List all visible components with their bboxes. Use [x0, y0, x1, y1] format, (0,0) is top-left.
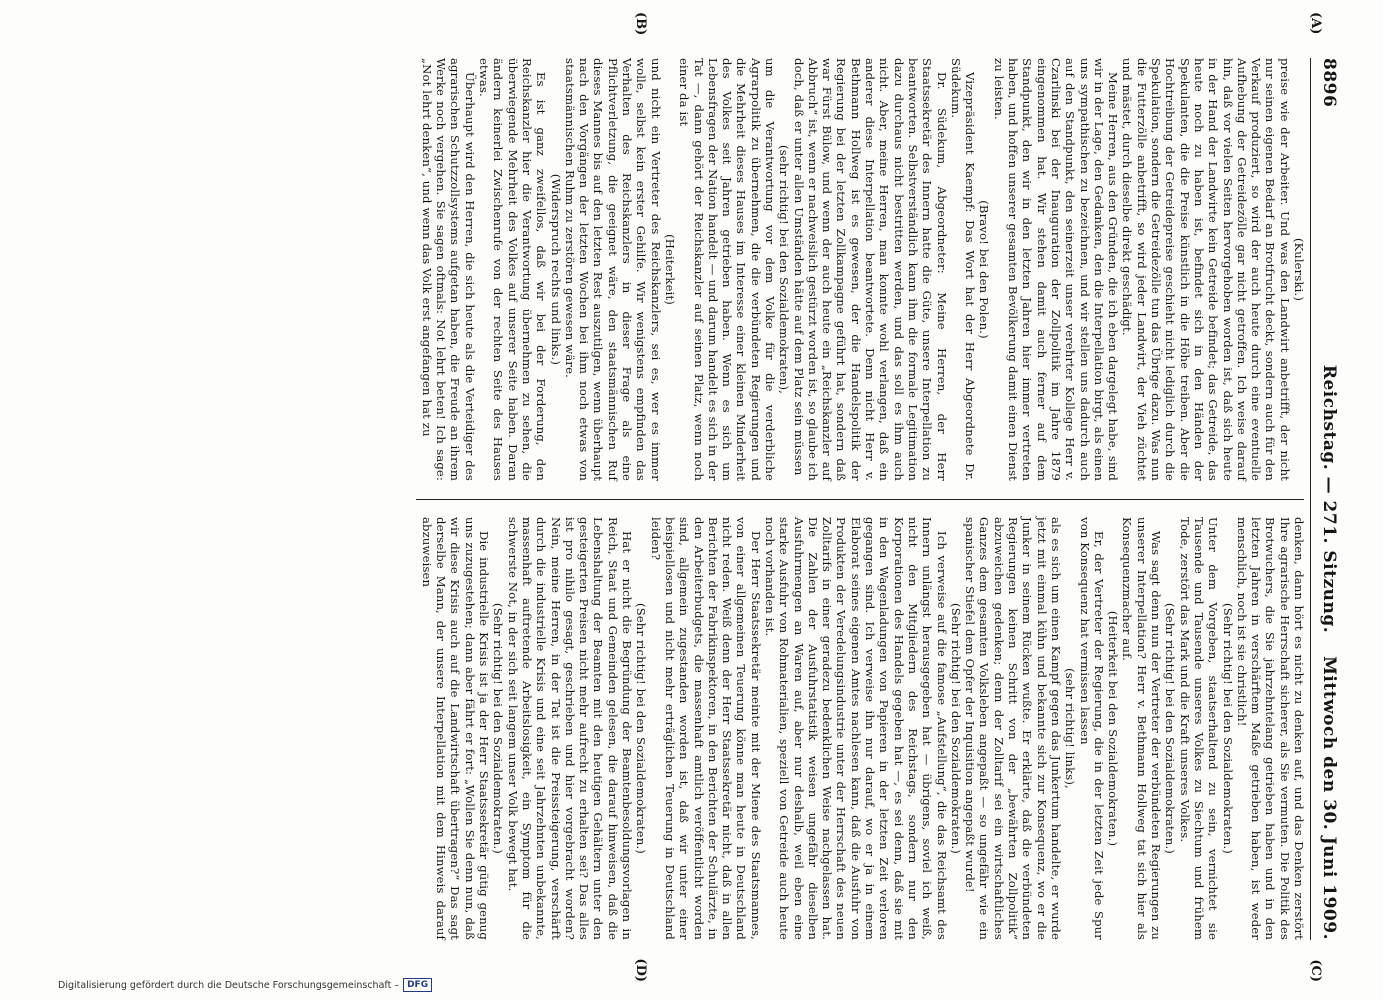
paragraph: Hat er nicht die Begründung der Beamtenbesoldungsvorlagen in Reich, Staat und Gemeinden gelesen, die darauf hinweisen, daß die Lebenshaltung der Beamten mit den heutigen Gehältern unter den gesteigerten Preisen nicht mehr aufrecht zu erhalten sei? Das alles ist pro nihilo gesagt, geschrieben und hier vorgebracht worden? Nein, meine Herren, in der Tat ist die Preissteigerung, verschärft durch die industrielle Krisis und eine seit Jahrzehnten unbekannte, massenhaft auftretende Arbeitslosigkeit, ein Symptom für die schwerste Not, in der sich seit langem unser Volk bewegt hat.	[505, 517, 635, 940]
paragraph: Vizepräsident Kaempf: Das Wort hat der Herr Abgeordnete Dr. Südekum.	[948, 58, 978, 481]
paragraph: Meine Herren, aus den Gründen, die ich eben dargelegt habe, sind wir in der Lage, den Gedanken, den die Interpellation birgt, als einen uns sympathischen zu bezeichnen, und wir stellen uns dadurch auch auf den Standpunkt, den seinerzeit unser verehrter Kollege Herr v. Czarlinski bei der Inauguration der Zollpolitik im Jahre 1879 eingenommen hat. Wir stehen damit auch ferner auf dem Standpunkt, den wir in den letzten Jahren hier immer vertreten haben, und hoffen unserer gesamten Bevölkerung damit einen Dienst zu leisten.	[991, 58, 1121, 481]
paragraph: Es ist ganz zweifellos, daß wir bei der Forderung, den Reichskanzler hier die Verantwortung übernehmen zu sehen, die überwiegende Mehrheit des Volkes auf unserer Seite haben. Daran ändern keinerlei Zwischenrufe von der rechten Seite des Hauses etwas.	[477, 58, 549, 481]
paragraph: Überhaupt wird den Herren, die sich heute als die Verteidiger des agrarischen Schutzzollsystems aufgetan haben, die Freude an ihrem Werke noch vergehen. Sie sagen oftmals: Not lehrt beten! Ich sage: „Not lehrt denken“, und wenn das Volk erst angefangen hat zu	[419, 58, 477, 481]
paragraph: als es sich um einen Kampf gegen das Junkertum handelte, er wurde jetzt mit einmal kühn und bekannte sich zur Konsequenz, wo er die Junker in seinem Rücken wußte. Er erklärte, daß die verbündeten Regierungen keinen Schritt von der „bewährten Zollpolitik“ abzuweichen gedenken; denn der Zolltarif sei ein wirtschaftliches Ganzes dem gesamten Volksleben angepaßt — so ungefähr wie ein spanischer Stiefel dem Opfer der Inquisition angepaßt wurde!	[963, 517, 1063, 940]
paragraph: preise wie der Arbeiter. Und was den Landwirt anbetrifft, der nicht nur seinen eigenen Bedarf an Brotfrucht deckt, sondern auch für den Verkauf produziert, so wird der auch heute durch eine eventuelle Aufhebung der Getreidezölle gar nicht getroffen. Ich weise darauf hin, daß vor vielen Seiten hervorgehoben worden ist, daß sich heute in der Hand der Landwirte kein Getreide befindet; das Getreide, das heute noch zu haben ist, befindet sich in den Händen der Spekulanten, die die Preise künstlich in die Höhe treiben. Aber die Hochtreibung der Getreidepreise geschieht nicht lediglich durch die Spekulation, sondern die Getreidezölle tun das Übrige dazu. Was nun die Futterzölle anbetrifft, so wird jeder Landwirt, der Vieh züchtet und mästet, durch dieselbe direkt geschädigt.	[1120, 58, 1292, 481]
margin-mark-d: (D)	[633, 958, 648, 982]
right-column	[420, 517, 1306, 940]
page-date: Mittwoch den 30. Juni 1909.	[1319, 656, 1339, 940]
paragraph: denken, dann hört es nicht zu denken auf, und das Denken zerstört Ihre agrarische Herrschaft sicherer, als Sie vermuten. Die Politik des Brotwuchers, die Sie jahrzehntelang getrieben haben und in den letzten Jahren in verschärftem Maße getrieben haben, ist weder menschlich, noch ist sie christlich!	[1234, 517, 1306, 940]
page-header	[1310, 58, 1345, 940]
paragraph: Unter dem Vorgeben, staatserhaltend zu sein, vernichtet sie Tausende und Tausende unseres Volkes zu Siechtum und frühem Tode, zerstört das Mark und die Kraft unseres Volkes.	[1177, 517, 1221, 940]
paragraph: (Heiterkeit bei den Sozialdemokraten.)	[1106, 610, 1121, 847]
paragraph: (Sehr richtig! bei den Sozialdemokraten.)	[634, 603, 649, 854]
margin-mark-c: (C)	[1308, 959, 1323, 982]
dfg-logo: DFG	[403, 978, 432, 992]
digitization-note	[58, 978, 432, 992]
paragraph: (sehr richtig! links),	[1063, 668, 1078, 789]
paragraph: (Sehr richtig! bei den Sozialdemokraten.)	[1163, 603, 1178, 854]
paragraph: Die industrielle Krisis ist ja der Herr Staatssekretär gütig genug uns zuzugestehen; dann aber fährt er fort: „Wollen Sie denn nun, daß wir diese Krisis auch auf die Landwirtschaft übertragen?“ Das sagt derselbe Mann, der unsere Interpellation mit dem Hinweis darauf abzuweisen	[419, 517, 492, 940]
paragraph: (Sehr richtig! bei den Sozialdemokraten.)	[1220, 603, 1235, 854]
left-column	[420, 58, 1306, 481]
paragraph: (Widerspruch rechts und links.)	[548, 173, 563, 366]
column-divider	[416, 499, 1304, 500]
page-title: Reichstag. — 271. Sitzung.	[1319, 364, 1339, 634]
paragraph: (Heiterkeit)	[662, 234, 677, 305]
digitization-text: Digitalisierung gefördert durch die Deutsche Forschungsgemeinschaft –	[58, 979, 400, 991]
paragraph: um die Verantwortung vor dem Volke für die verderbliche Agrarpolitik zu übernehmen, die die verbündeten Regierungen und die Mehrheit dieses Hauses im Interesse einer kleinen Minderheit des Volkes seit Jahren getrieben haben. Wenn es sich um Lebensfragen der Nation handelt — und darum handelt es sich in der Tat —, dann gehört der Reichskanzler auf seinen Platz, wenn noch einer da ist	[677, 58, 778, 481]
paragraph: Dr. Südekum, Abgeordneter: Meine Herren, der Herr Staatssekretär des Innern hatte die Güte, unsere Interpellation zu beantworten. Selbstverständlich kann ihm die formale Legitimation dazu durchaus nicht bestritten werden, und das soll es ihm auch nicht. Aber, meine Herren, man konnte wohl verlangen, daß ein anderer diese Interpellation beantwortete. Denn nicht Herr v. Bethmann Hollweg ist es gewesen, der die Handelspolitik der Regierung bei der letzten Zollkampagne geführt hat, sondern daß war Fürst Bülow, und wenn der auch heute ein „Reichskanzler auf Abbruch“ ist, wenn er nachweislich gestürzt worden ist, so glaube ich doch, daß er unter allen Umständen hätte auf dem Platz sein müssen	[791, 58, 949, 481]
paragraph: und nicht ein Vertreter des Reichskanzlers, sei es, wer es immer wolle, selbst kein erster Gehilfe. Wir wenigstens empfinden das Verhalten des Reichskanzlers in dieser Frage als eine Pflichtverletzung, die geeignet wäre, den staatsmännischen Ruf dieses Mannes bis auf den letzten Rest auszutilgen, wenn überhaupt nach den Vorgängen der letzten Wochen bei ihm noch etwas von staatsmännischen Ruhm zu zerstören gewesen wäre.	[562, 58, 663, 481]
paragraph: (Kulerski.)	[1292, 237, 1306, 302]
text-columns	[420, 58, 1306, 940]
paragraph: Der Herr Staatssekretär meinte mit der Miene des Staatsmannes, von einer allgemeinen Teuerung könne man heute in Deutschland nicht reden. Weiß denn der Herr Staatssekretär nicht, daß in allen Berichten der Fabrikinspektoren, in den Berichten der Schulärzte, in den Arbeiterbudgets, die massenhaft amtlich veröffentlicht worden sind, allgemein zugestanden worden ist, daß wir unter einer beispiellosen und nicht mehr erträglichen Teuerung in Deutschland leiden?	[648, 517, 763, 940]
paragraph: Was sagt denn nun der Vertreter der verbündeten Regierungen zu unserer Interpellation? Herr v. Bethmann Hollweg tat sich hier als Konsequenzmacher auf.	[1120, 517, 1164, 940]
paragraph: (sehr richtig! bei den Sozialdemokraten),	[777, 145, 792, 394]
paragraph: (Bravo! bei den Polen.)	[977, 200, 992, 339]
margin-mark-a: (A)	[1308, 12, 1323, 35]
paragraph: (Sehr richtig! bei den Sozialdemokraten.)	[491, 603, 506, 854]
paragraph: Ich verweise auf die famose „Aufstellung“, die das Reichsamt des Innern unlängst herausgegeben hat — übrigens, soviel ich weiß, nicht den Mitgliedern des Reichstags, sondern nur den Korporationen des Handels gegeben hat —, es sei denn, daß sie mit in den Wagenladungen von Papieren in der letzten Zeit verloren gegangen sind. Ich verweise ihn nur darauf, wo er ja in einem Elaborat seines eigenen Amtes nachlesen kann, daß die Ausfuhr von Produkten der Veredelungsindustrie unter der Herrschaft des neuen Zolltarifs in einer geradezu bedenklichen Weise nachgelassen hat. Die Zahlen der Ausfuhrstatistik weisen ungefähr dieselben Ausfuhrmengen an Waren auf, aber nur deshalb, weil eben eine starke Ausfuhr von Rohmaterialien, speziell von Getreide auch heute noch vorhanden ist.	[763, 517, 949, 940]
paragraph: (Sehr richtig! bei den Sozialdemokraten.)	[948, 603, 963, 854]
page-number: 8896	[1319, 58, 1339, 108]
margin-mark-b: (B)	[633, 12, 648, 36]
paragraph: Er, der Vertreter der Regierung, die in der letzten Zeit jede Spur von Konsequenz hat vermissen lassen	[1077, 517, 1106, 940]
